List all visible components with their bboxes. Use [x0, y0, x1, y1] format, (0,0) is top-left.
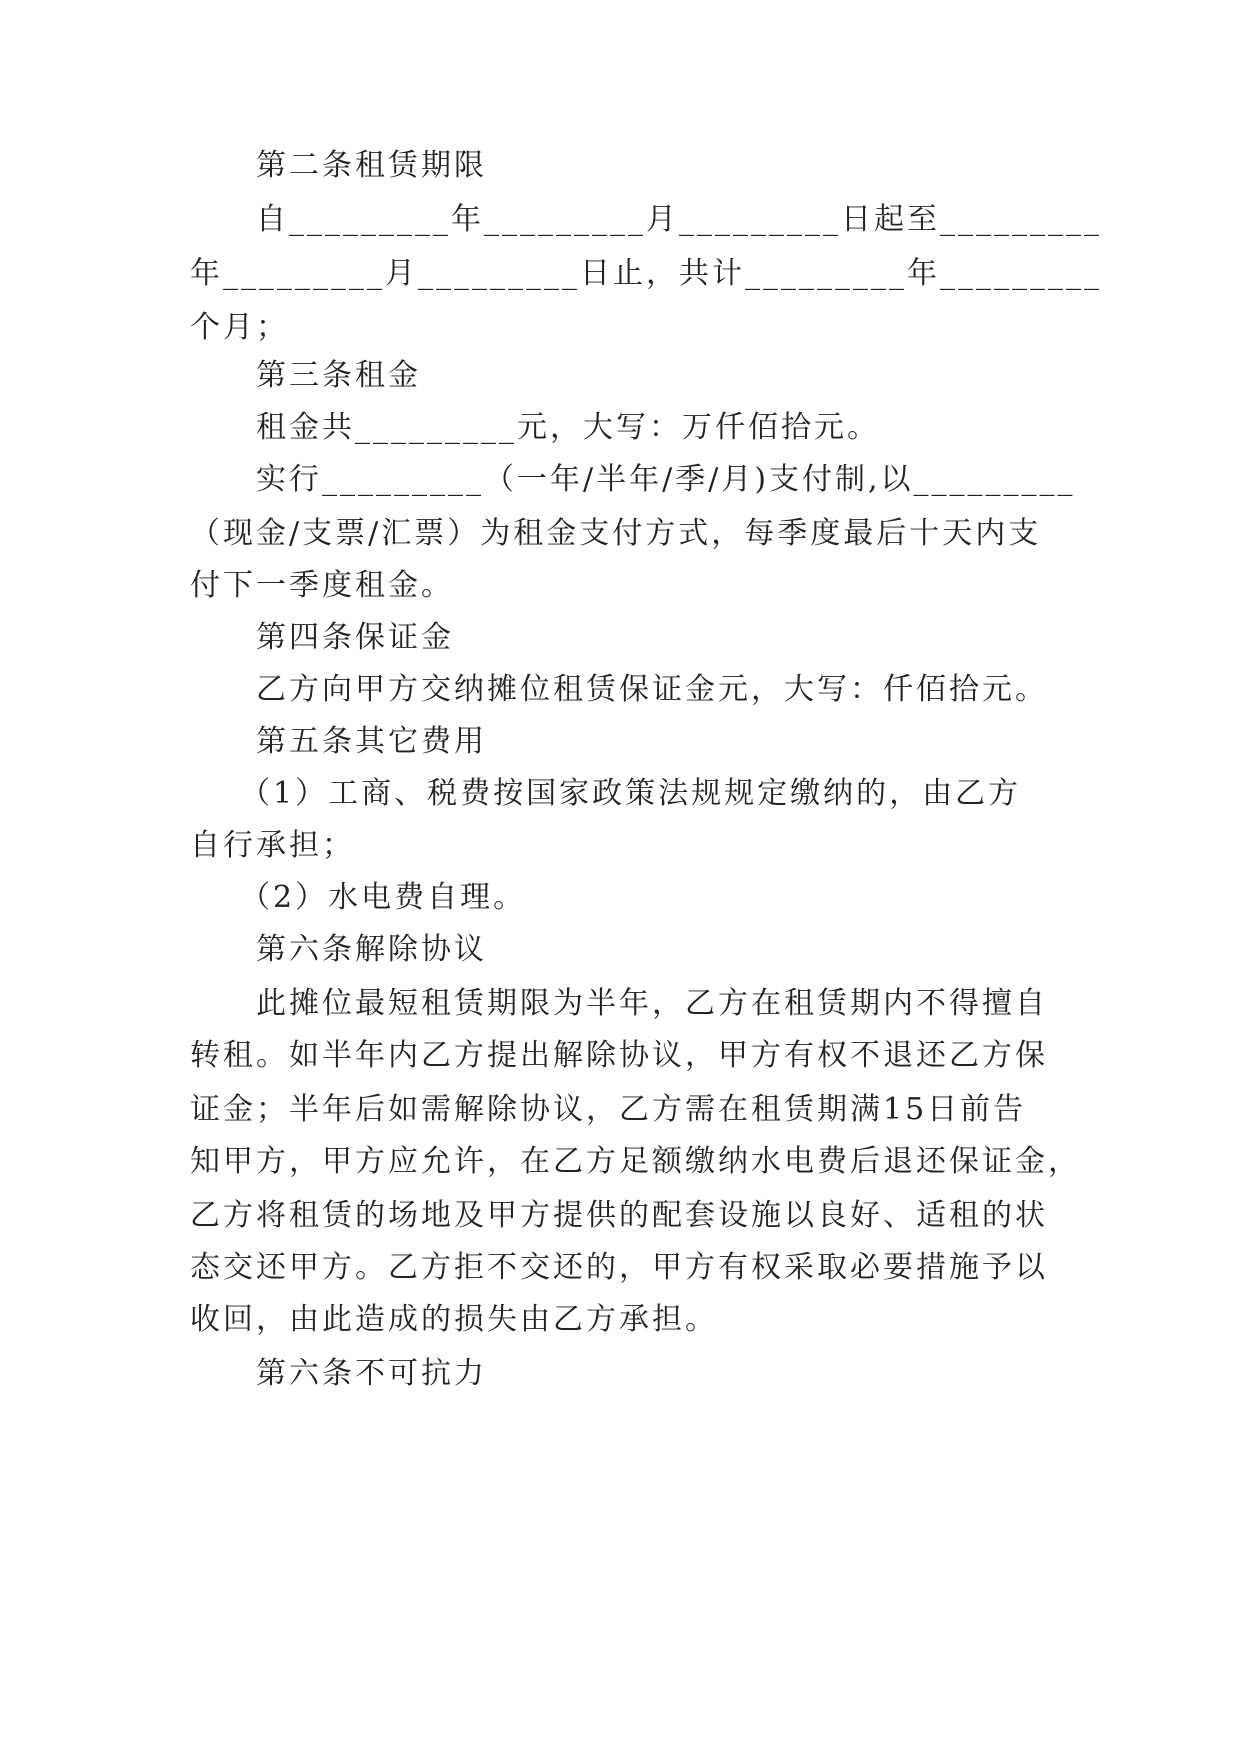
article-3-text-line-4: 付下一季度租金。	[190, 568, 454, 603]
article-6-text-line-1: 此摊位最短租赁期限为半年，乙方在租赁期内不得擅自	[256, 986, 1048, 1021]
article-6-heading: 第六条解除协议	[256, 932, 487, 967]
article-4-text-line-1: 乙方向甲方交纳摊位租赁保证金元，大写：仟佰拾元。	[256, 672, 1048, 707]
article-6b-heading: 第六条不可抗力	[256, 1356, 487, 1391]
article-5-item-2: （2）水电费自理。	[240, 880, 527, 915]
article-6-text-line-2: 转租。如半年内乙方提出解除协议，甲方有权不退还乙方保	[190, 1038, 1048, 1073]
article-2-text-line-2: 年_________月_________日止，共计_________年_________	[190, 256, 1102, 291]
article-5-item-1-line-2: 自行承担；	[190, 828, 355, 863]
article-3-text-line-1: 租金共_________元，大写：万仟佰拾元。	[256, 410, 880, 445]
article-5-heading: 第五条其它费用	[256, 724, 487, 759]
article-3-heading: 第三条租金	[256, 358, 421, 393]
article-4-heading: 第四条保证金	[256, 620, 454, 655]
article-2-text-line-1: 自_________年_________月_________日起至_________	[256, 202, 1102, 237]
article-2-heading: 第二条租赁期限	[256, 148, 487, 183]
article-3-text-line-2: 实行_________（一年/半年/季/月)支付制,以_________	[256, 462, 1076, 497]
article-6-text-line-4: 知甲方，甲方应允许，在乙方足额缴纳水电费后退还保证金，	[190, 1144, 1081, 1179]
article-3-text-line-3: （现金/支票/汇票）为租金支付方式，每季度最后十天内支	[190, 516, 1042, 551]
article-5-item-1-line-1: （1）工商、税费按国家政策法规规定缴纳的，由乙方	[240, 776, 1022, 811]
article-2-text-line-3: 个月；	[190, 310, 289, 345]
article-6-text-line-6: 态交还甲方。乙方拒不交还的，甲方有权采取必要措施予以	[190, 1250, 1048, 1285]
article-6-text-line-7: 收回，由此造成的损失由乙方承担。	[190, 1302, 718, 1337]
article-6-text-line-3: 证金；半年后如需解除协议，乙方需在租赁期满15日前告	[190, 1092, 1027, 1127]
article-6-text-line-5: 乙方将租赁的场地及甲方提供的配套设施以良好、适租的状	[190, 1198, 1048, 1233]
